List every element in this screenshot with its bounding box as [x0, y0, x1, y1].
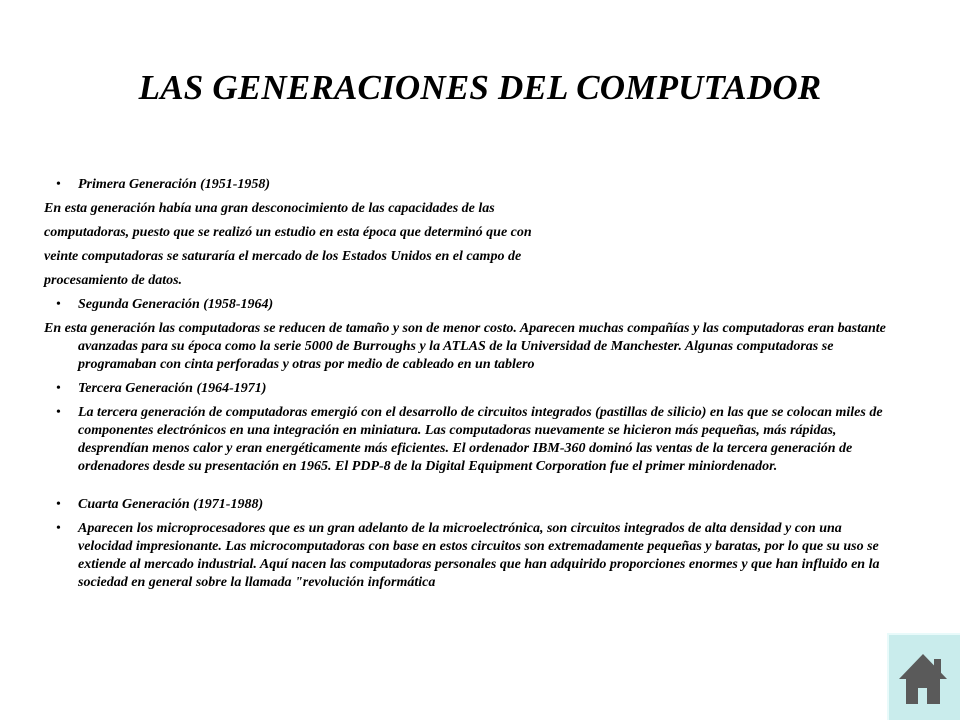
bullet-tercera-text: • La tercera generación de computadoras emergió con el desarrollo de circuitos integrados (pastillas de silicio) en las que se colocan miles de componentes electrónicos en una integración en miniatura. Las computadoras nuevamente se hicieron más pequeñas, más rápidas, desprendían menos calor y eran energéticamente más eficientes. El ordenador IBM-360 dominó las ventas de la tercera generación de ordenadores desde su presentación en 1965. El PDP-8 de la Digital Equipment Corporation fue el primer miniordenador. [44, 404, 890, 476]
paragraph-line: computadoras, puesto que se realizó un estudio en esta época que determinó que con [44, 225, 532, 240]
home-icon [889, 635, 960, 722]
home-button[interactable] [887, 633, 960, 720]
paragraph-line: En esta generación había una gran desconocimiento de las capacidades de las [44, 201, 495, 216]
bullet-cuarta-generacion: • Cuarta Generación (1971-1988) [44, 496, 890, 514]
bullet-tercera-generacion: • Tercera Generación (1964-1971) [44, 380, 890, 398]
paragraph-segunda-generacion: En esta generación las computadoras se reducen de tamaño y son de menor costo. Aparecen muchas compañías y las computadoras eran bastante avanzadas para su época como la serie 5000 de Burroughs y la ATLAS de la Universidad de Manchester. Algunas computadoras se programaban con cinta perforadas y otras por medio de cableado en un tablero [44, 321, 886, 372]
spacer [44, 482, 890, 496]
page-title: LAS GENERACIONES DEL COMPUTADOR [138, 68, 822, 107]
slide-content [44, 176, 890, 598]
bullet-segunda-generacion: • Segunda Generación (1958-1964) [44, 296, 890, 314]
bullet-primera-generacion: • Primera Generación (1951-1958) [44, 176, 890, 194]
bullet-cuarta-text: • Aparecen los microprocesadores que es un gran adelanto de la microelectrónica, son circuitos integrados de alta densidad y con una velocidad impresionante. Las microcomputadoras con base en estos circuitos son extremadamente pequeñas y baratas, por lo que su uso se extiende al mercado industrial. Aquí nacen las computadoras personales que han adquirido proporciones enormes y que han influido en la sociedad en general sobre la llamada "revolución informática [44, 520, 890, 592]
paragraph-line: procesamiento de datos. [44, 273, 183, 288]
paragraph-line: veinte computadoras se saturaría el mercado de los Estados Unidos en el campo de [44, 249, 522, 264]
